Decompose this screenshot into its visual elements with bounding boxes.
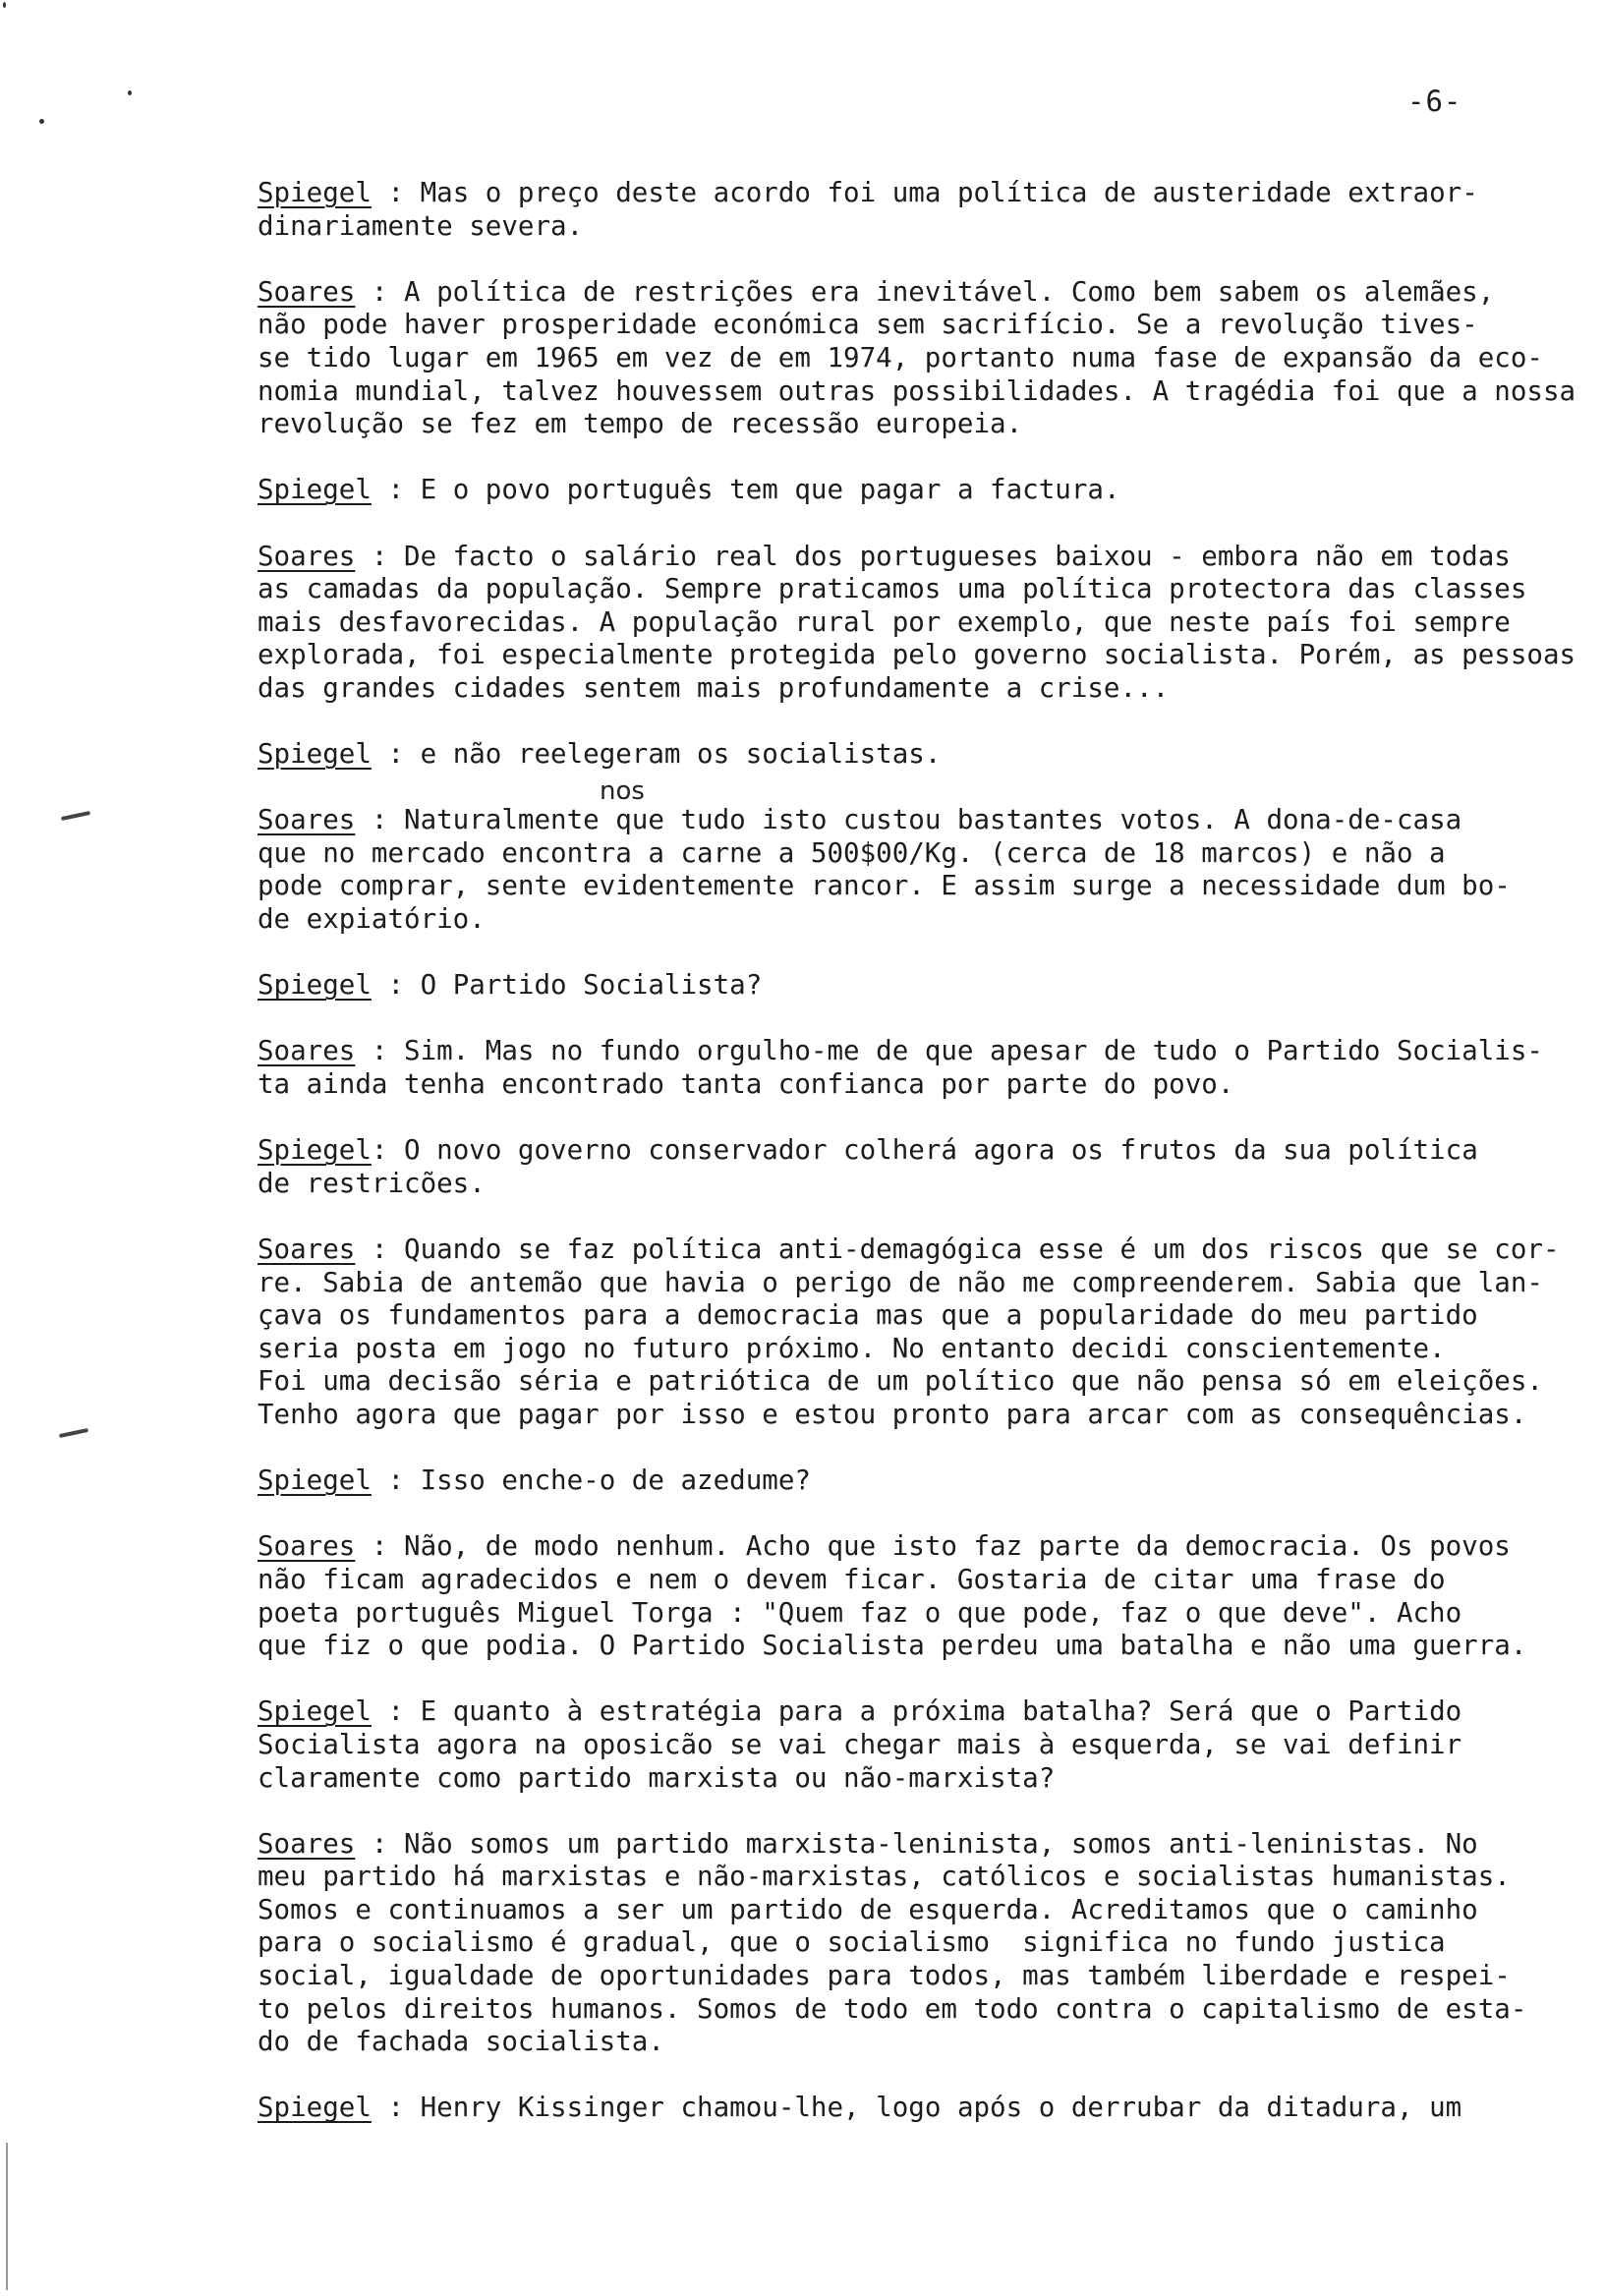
paragraph (258, 1035, 1594, 1101)
scan-speck (128, 90, 132, 95)
paragraph (258, 1828, 1594, 2059)
paragraph-first-line: O Partido Socialista? (420, 969, 763, 1002)
speaker-separator: : (355, 540, 405, 572)
speaker-separator: : (371, 1464, 421, 1497)
paragraph (258, 2092, 1594, 2125)
speaker-separator: : (371, 1134, 405, 1167)
paragraph (258, 177, 1594, 243)
speaker-separator: : (355, 275, 405, 308)
paragraph (258, 1234, 1594, 1432)
paragraph-first-line: e não reelegeram os socialistas. (420, 738, 942, 771)
paragraph (258, 738, 1594, 772)
paragraph-rest: ta ainda tenha encontrado tanta confianca por parte do povo. (258, 1068, 1234, 1101)
paragraph-rest: as camadas da população. Sempre praticamos uma política protectora das classes mais desfavorecidas. A população rural por exemplo, que neste país foi sempre explorada, foi especialmente protegida pelo governo socialista. Porém, as pessoas das grandes cidades sentem mais profundamente a crise... (258, 573, 1576, 704)
paragraph (258, 541, 1594, 706)
paragraph-first-line: Isso enche-o de azedume? (420, 1464, 811, 1497)
speaker-separator: : (371, 969, 421, 1002)
speaker-label: Soares (258, 275, 356, 308)
paragraph (258, 1134, 1594, 1200)
paragraph (258, 969, 1594, 1003)
paragraph-first-line: De facto o salário real dos portugueses baixou - embora não em todas (404, 540, 1511, 572)
paragraph (258, 276, 1594, 441)
speaker-label: Soares (258, 1035, 356, 1067)
paragraph-rest: re. Sabia de antemão que havia o perigo de não me compreenderem. Sabia que lan- çava os fundamentos para a democracia mas que a popularidade do meu partido seria posta em jogo no futuro próximo. No entanto decidi conscientemente. Foi uma decisão séria e patriótica de um político que não pensa só em eleições. Tenho agora que pagar por isso e estou pronto para arcar com as consequências. (258, 1266, 1543, 1430)
paragraph (258, 1464, 1594, 1498)
speaker-separator: : (371, 738, 421, 771)
paragraph-rest: não ficam agradecidos e nem o devem ficar. Gostaria de citar uma frase do poeta português Miguel Torga : "Quem faz o que pode, faz o que deve". Acho que fiz o que podia. O Partido Socialista perdeu uma batalha e não uma guerra. (258, 1563, 1527, 1662)
paragraph-first-line: Não, de modo nenhum. Acho que isto faz parte da democracia. Os povos (404, 1530, 1511, 1563)
page-number: -6- (1407, 85, 1462, 118)
paragraph-first-line: Sim. Mas no fundo orgulho-me de que apesar de tudo o Partido Socialis- (404, 1035, 1543, 1067)
speaker-label: Soares (258, 1530, 356, 1563)
paragraph-first-line: Não somos um partido marxista-leninista, somos anti-leninistas. No (404, 1827, 1478, 1860)
paragraph-rest: dinariamente severa. (258, 209, 584, 242)
paragraph (258, 474, 1594, 507)
speaker-label: Soares (258, 1827, 356, 1860)
speaker-separator: : (355, 1234, 405, 1265)
speaker-separator: : (355, 804, 405, 836)
speaker-label: Soares (258, 540, 356, 572)
speaker-label: Spiegel (258, 474, 372, 506)
margin-pen-mark (59, 1428, 88, 1438)
speaker-label: Spiegel (258, 738, 372, 771)
paragraph-rest: de restricões. (258, 1167, 486, 1199)
speaker-separator: : (371, 177, 421, 208)
paragraph-first-line: Quando se faz política anti-demagógica esse é um dos riscos que se cor- (404, 1234, 1560, 1265)
paragraph-first-line: O novo governo conservador colherá agora os frutos da sua política (404, 1134, 1478, 1167)
paragraph (258, 804, 1594, 936)
speaker-separator: : (371, 2092, 421, 2124)
speaker-label: Spiegel (258, 969, 372, 1002)
paragraph-rest: Socialista agora na oposicão se vai chegar mais à esquerda, se vai definir claramente como partido marxista ou não-marxista? (258, 1728, 1462, 1794)
interview-transcript (258, 177, 1594, 2158)
scan-speck (39, 119, 44, 124)
paragraph (258, 1695, 1594, 1795)
speaker-label: Spiegel (258, 2092, 372, 2124)
paragraph-rest: que no mercado encontra a carne a 500$00/Kg. (cerca de 18 marcos) e não a pode comprar, sente evidentemente rancor. E assim surge a necessidade dum bo- de expiatório. (258, 836, 1511, 936)
speaker-label: Spiegel (258, 1134, 372, 1167)
speaker-label: Spiegel (258, 1695, 372, 1728)
scan-edge-line (6, 2143, 8, 2290)
scan-speck (3, 2, 6, 8)
paragraph-first-line: A política de restrições era inevitável. Como bem sabem os alemães, (404, 275, 1495, 308)
paragraph-first-line: Mas o preço deste acordo foi uma política de austeridade extraor- (420, 177, 1478, 208)
speaker-label: Soares (258, 804, 356, 836)
speaker-label: Spiegel (258, 1464, 372, 1497)
paragraph-first-line: E o povo português tem que pagar a factura. (420, 474, 1120, 506)
paragraph (258, 1530, 1594, 1662)
speaker-label: Spiegel (258, 177, 372, 208)
paragraph-first-line: Naturalmente que tudo isto custou bastantes votos. A dona-de-casa (404, 804, 1462, 836)
speaker-separator: : (355, 1827, 405, 1860)
margin-pen-mark (61, 811, 90, 821)
speaker-separator: : (355, 1530, 405, 1563)
paragraph-rest: meu partido há marxistas e não-marxistas, católicos e socialistas humanistas. Somos e continuamos a ser um partido de esquerda. Acreditamos que o caminho para o socialismo é gradual, que o socialismo significa no fundo justica social, igualdade de oportunidades para todos, mas também liberdade e respei- to pelos direitos humanos. Somos de todo em todo contra o capitalismo de esta- do de fachada socialista. (258, 1861, 1527, 2058)
paragraph-rest: não pode haver prosperidade económica sem sacrifício. Se a revolução tives- se tido lugar em 1965 em vez de em 1974, portanto numa fase de expansão da eco- nomia mundial, talvez houvessem outras possibilidades. A tragédia foi que a nossa revolução se fez em tempo de recessão europeia. (258, 309, 1576, 440)
speaker-separator: : (371, 1695, 421, 1728)
speaker-separator: : (371, 474, 421, 506)
handwritten-insertion: nos (600, 776, 645, 806)
paragraph-first-line: Henry Kissinger chamou-lhe, logo após o derrubar da ditadura, um (420, 2092, 1462, 2124)
speaker-label: Soares (258, 1234, 356, 1265)
speaker-separator: : (355, 1035, 405, 1067)
paragraph-first-line: E quanto à estratégia para a próxima batalha? Será que o Partido (420, 1695, 1462, 1728)
